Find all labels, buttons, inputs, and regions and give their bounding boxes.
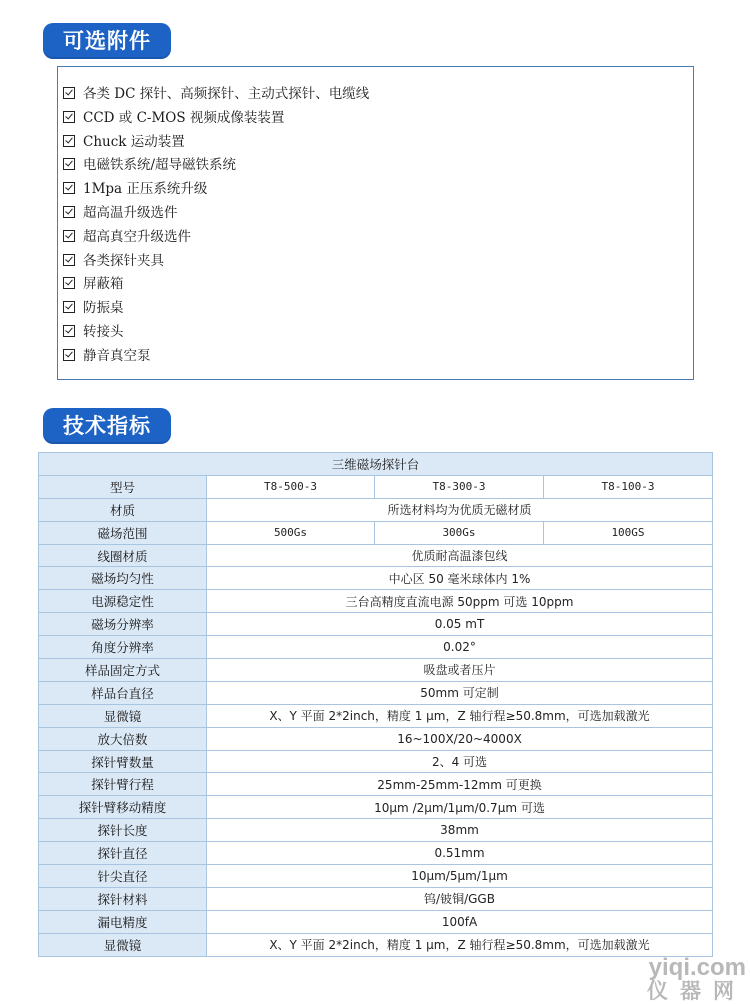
table-row bbox=[39, 567, 713, 590]
row-value: 25mm-25mm-12mm 可更换 bbox=[207, 773, 713, 796]
checkbox-checked-icon bbox=[63, 111, 75, 123]
row-label: 探针长度 bbox=[39, 819, 207, 842]
checkbox-checked-icon bbox=[63, 87, 75, 99]
accessory-item bbox=[63, 83, 693, 107]
accessory-item bbox=[63, 297, 693, 321]
accessory-item bbox=[63, 321, 693, 345]
model-cell: T8-300-3 bbox=[375, 475, 544, 498]
row-label: 磁场范围 bbox=[39, 521, 207, 544]
row-label: 显微镜 bbox=[39, 704, 207, 727]
row-label: 探针直径 bbox=[39, 842, 207, 865]
table-row bbox=[39, 544, 713, 567]
row-value: 中心区 50 毫米球体内 1% bbox=[207, 567, 713, 590]
checkbox-checked-icon bbox=[63, 182, 75, 194]
row-label: 探针臂数量 bbox=[39, 750, 207, 773]
row-value: 优质耐高温漆包线 bbox=[207, 544, 713, 567]
accessory-item-label: 电磁铁系统/超导磁铁系统 bbox=[83, 157, 237, 174]
table-row bbox=[39, 773, 713, 796]
material-row bbox=[39, 498, 713, 521]
field-range-row bbox=[39, 521, 713, 544]
accessory-item-label: 超高真空升级选件 bbox=[83, 228, 191, 245]
row-label: 针尖直径 bbox=[39, 865, 207, 888]
checkbox-checked-icon bbox=[63, 230, 75, 242]
accessories-list bbox=[58, 67, 693, 369]
table-row bbox=[39, 819, 713, 842]
row-label: 磁场分辨率 bbox=[39, 613, 207, 636]
accessory-item-label: Chuck 运动装置 bbox=[83, 133, 185, 150]
row-value: 吸盘或者压片 bbox=[207, 659, 713, 682]
accessory-item-label: 各类探针夹具 bbox=[83, 252, 164, 269]
row-label: 角度分辨率 bbox=[39, 636, 207, 659]
table-row bbox=[39, 933, 713, 956]
row-value: 10μm /2μm/1μm/0.7μm 可选 bbox=[207, 796, 713, 819]
accessory-item bbox=[63, 345, 693, 369]
accessory-item-label: 屏蔽箱 bbox=[83, 276, 124, 293]
model-cell: T8-500-3 bbox=[207, 475, 375, 498]
table-title-row bbox=[39, 453, 713, 476]
checkbox-checked-icon bbox=[63, 135, 75, 147]
accessory-item bbox=[63, 273, 693, 297]
table-row bbox=[39, 887, 713, 910]
checkbox-checked-icon bbox=[63, 277, 75, 289]
row-label: 显微镜 bbox=[39, 933, 207, 956]
accessory-item bbox=[63, 226, 693, 250]
checkbox-checked-icon bbox=[63, 325, 75, 337]
row-value: X、Y 平面 2*2inch，精度 1 μm，Z 轴行程≥50.8mm，可选加载激光 bbox=[207, 933, 713, 956]
accessory-item bbox=[63, 202, 693, 226]
row-label: 磁场均匀性 bbox=[39, 567, 207, 590]
row-label: 线圈材质 bbox=[39, 544, 207, 567]
row-value: 0.05 mT bbox=[207, 613, 713, 636]
row-value: 2、4 可选 bbox=[207, 750, 713, 773]
accessory-item bbox=[63, 154, 693, 178]
table-row bbox=[39, 796, 713, 819]
table-row bbox=[39, 681, 713, 704]
checkbox-checked-icon bbox=[63, 349, 75, 361]
row-value: 38mm bbox=[207, 819, 713, 842]
accessory-item bbox=[63, 131, 693, 155]
table-row bbox=[39, 636, 713, 659]
accessory-item-label: CCD 或 C-MOS 视频成像装装置 bbox=[83, 109, 285, 126]
field-range-cell: 100GS bbox=[544, 521, 713, 544]
row-label: 样品台直径 bbox=[39, 681, 207, 704]
row-value: 0.02° bbox=[207, 636, 713, 659]
specs-table bbox=[38, 452, 713, 957]
watermark-name: 仪器网 bbox=[647, 980, 746, 1003]
row-label: 样品固定方式 bbox=[39, 659, 207, 682]
accessory-item-label: 防振桌 bbox=[83, 300, 124, 317]
watermark bbox=[647, 956, 746, 1002]
checkbox-checked-icon bbox=[63, 254, 75, 266]
row-label: 放大倍数 bbox=[39, 727, 207, 750]
row-value: 50mm 可定制 bbox=[207, 681, 713, 704]
accessories-box bbox=[57, 66, 694, 380]
table-row bbox=[39, 910, 713, 933]
checkbox-checked-icon bbox=[63, 158, 75, 170]
checkbox-checked-icon bbox=[63, 206, 75, 218]
row-value: 16~100X/20~4000X bbox=[207, 727, 713, 750]
row-label: 漏电精度 bbox=[39, 910, 207, 933]
table-title: 三维磁场探针台 bbox=[39, 453, 713, 476]
accessory-item bbox=[63, 250, 693, 274]
row-value: 所选材料均为优质无磁材质 bbox=[207, 498, 713, 521]
specs-section-title: 技术指标 bbox=[43, 408, 171, 444]
table-row bbox=[39, 590, 713, 613]
row-label: 探针臂移动精度 bbox=[39, 796, 207, 819]
model-cell: T8-100-3 bbox=[544, 475, 713, 498]
row-label: 探针材料 bbox=[39, 887, 207, 910]
accessory-item-label: 超高温升级选件 bbox=[83, 204, 178, 221]
table-row bbox=[39, 659, 713, 682]
row-label: 电源稳定性 bbox=[39, 590, 207, 613]
table-row bbox=[39, 727, 713, 750]
field-range-cell: 300Gs bbox=[375, 521, 544, 544]
table-row bbox=[39, 750, 713, 773]
row-value: 100fA bbox=[207, 910, 713, 933]
table-row bbox=[39, 865, 713, 888]
accessories-section-title: 可选附件 bbox=[43, 23, 171, 59]
row-value: 0.51mm bbox=[207, 842, 713, 865]
table-row bbox=[39, 842, 713, 865]
accessory-item-label: 各类 DC 探针、高频探针、主动式探针、电缆线 bbox=[83, 86, 370, 102]
accessory-item bbox=[63, 107, 693, 131]
row-label: 探针臂行程 bbox=[39, 773, 207, 796]
accessory-item bbox=[63, 178, 693, 202]
table-row bbox=[39, 613, 713, 636]
accessory-item-label: 静音真空泵 bbox=[83, 347, 151, 364]
row-value: 10μm/5μm/1μm bbox=[207, 865, 713, 888]
watermark-domain: yiqi.com bbox=[648, 954, 746, 981]
checkbox-checked-icon bbox=[63, 301, 75, 313]
field-range-cell: 500Gs bbox=[207, 521, 375, 544]
accessory-item-label: 转接头 bbox=[83, 323, 124, 340]
table-row bbox=[39, 704, 713, 727]
row-label: 材质 bbox=[39, 498, 207, 521]
model-row bbox=[39, 475, 713, 498]
row-value: X、Y 平面 2*2inch，精度 1 μm，Z 轴行程≥50.8mm，可选加载激光 bbox=[207, 704, 713, 727]
accessory-item-label: 1Mpa 正压系统升级 bbox=[83, 181, 208, 198]
row-value: 三台高精度直流电源 50ppm 可选 10ppm bbox=[207, 590, 713, 613]
row-label: 型号 bbox=[39, 475, 207, 498]
row-value: 钨/铍铜/GGB bbox=[207, 887, 713, 910]
